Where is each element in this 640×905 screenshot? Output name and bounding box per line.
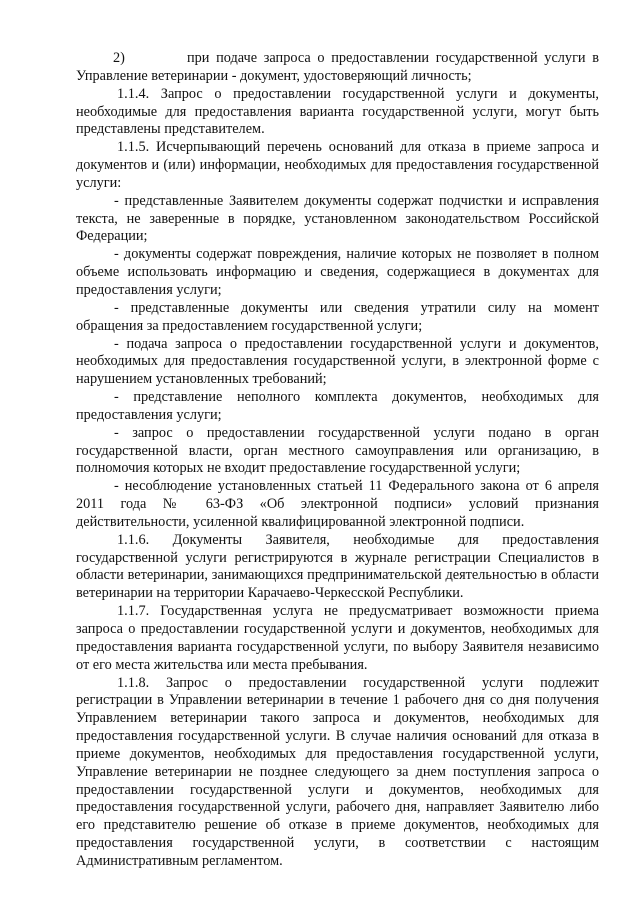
paragraph-1-1-5: 1.1.5. Исчерпывающий перечень оснований для отказа в приеме запроса и документов и (или) информации, необходимых для предоставления государственной услуги: — [76, 139, 599, 191]
document-page — [76, 50, 599, 871]
paragraph-item-2 — [76, 50, 599, 86]
list-item: - представленные документы или сведения утратили силу на момент обращения за предоставлением государственной услуги; — [76, 299, 599, 334]
list-item: - представленные Заявителем документы содержат подчистки и исправления текста, не заверенные в порядке, установленном законодательством Российской Федерации; — [76, 192, 599, 245]
list-item: - запрос о предоставлении государственной услуги подано в орган государственной власти, орган местного самоуправления или организацию, в полномочия которых не входит предоставление государственной услуги; — [76, 424, 599, 477]
list-item: - подача запроса о предоставлении государственной услуги и документов, необходимых для предоставления государственной услуги, в электронной форме с нарушением установленных требований; — [76, 335, 599, 388]
paragraph-1-1-6: 1.1.6. Документы Заявителя, необходимые для предоставления государственной услуги регистрируются в журнале регистрации Специалистов в области ветеринарии, занимающихся предпринимательской деятельностью в области ветеринарии на территории Карачаево-Черкесской Республики. — [76, 531, 599, 602]
paragraph-text: при подаче запроса о предоставлении государственной услуги в Управление ветеринарии - документ, удостоверяющий личность; — [76, 50, 599, 84]
item-number: 2) — [113, 50, 125, 66]
list-item: - несоблюдение установленных статьей 11 Федерального закона от 6 апреля 2011 года № 63-ФЗ «Об электронной подписи» условий признания действительности, усиленной квалифицированной электронной подписи. — [76, 478, 599, 530]
paragraph-1-1-7: 1.1.7. Государственная услуга не предусматривает возможности приема запроса о предоставлении государственной услуги и документов, необходимых для предоставления варианта государственной услуги, по выбору Заявителя независимо от его места жительства или места пребывания. — [76, 603, 599, 673]
list-item: - документы содержат повреждения, наличие которых не позволяет в полном объеме использовать информацию и сведения, содержащиеся в документах для предоставления услуги; — [76, 246, 599, 298]
paragraph-1-1-4: 1.1.4. Запрос о предоставлении государственной услуги и документы, необходимые для предоставления варианта государственной услуги, могут быть представлены представителем. — [76, 85, 599, 138]
list-item: - представление неполного комплекта документов, необходимых для предоставления услуги; — [76, 389, 599, 423]
paragraph-1-1-8: 1.1.8. Запрос о предоставлении государственной услуги подлежит регистрации в Управлении ветеринарии в течение 1 рабочего дня со дня получения Управлением ветеринарии такого запроса и документов, необходимых для предоставления государственной услуги. В случае наличия оснований для отказа в приеме документов, необходимых для предоставления государственной услуги, Управление ветеринарии не позднее следующего за днем поступления запроса о предоставлении государственной услуги и документов, необходимых для предоставления государственной услуги, рабочего дня, направляет Заявителю либо его представителю решение об отказе в приеме документов, необходимых для предоставления государственной услуги, в соответствии с настоящим Административным регламентом. — [76, 674, 599, 869]
